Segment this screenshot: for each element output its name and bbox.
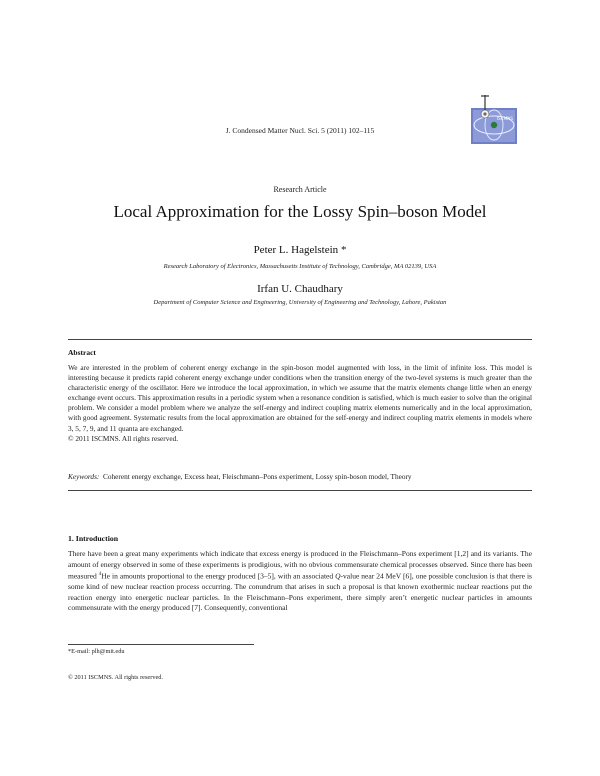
abstract-heading: Abstract bbox=[68, 348, 96, 357]
footnote-rule bbox=[68, 644, 254, 645]
keywords-label: Keywords: bbox=[68, 472, 100, 481]
author-1-affiliation: Research Laboratory of Electronics, Massachusetts Institute of Technology, Cambridge, MA 02139, USA bbox=[163, 263, 437, 270]
intro-text-3: -value near 24 MeV [6], one possible conclusion is that there is some kind of new nuclear reaction process occurring. The conundrum that arises in such a proposal is that known exothermic nuclear reactions put the reaction energy into energetic nuclear particles. In the Fleischmann–Pons experiment, there simply aren’t energetic nuclear particles in amounts commensurate with the energy produced [7]. Consequently, conventional bbox=[68, 571, 532, 613]
abstract-copyright: © 2011 ISCMNS. All rights reserved. bbox=[68, 433, 179, 443]
abstract-bottom-rule bbox=[68, 490, 532, 491]
author-2-name: Irfan U. Chaudhary bbox=[257, 283, 343, 295]
abstract-top-rule bbox=[68, 339, 532, 340]
abstract-text: We are interested in the problem of coherent energy exchange in the spin-boson model augmented with loss, in the limit of infinite loss. This model is interesting because it predicts rapid coherent energy exchange under conditions when the transition energy of the two-level systems is much greater than the characteristic energy of the oscillator. Here we introduce the local approximation, in which we assume that the matrix elements change little when an energy exchange event occurs. This approximation results in a periodic system when a resonance condition is satisfied, which is much easier to solve than the original problem. We consider a model problem where we analyze the self-energy and indirect coupling matrix elements numerically and in the local approximation, with good agreement. Systematic results from the local approximation are obtained for the self-energy and indirect coupling matrix elements in models where 3, 5, 7, 9, and 11 quanta are exchanged. bbox=[68, 363, 532, 433]
q-value-symbol: Q bbox=[335, 571, 341, 581]
author-1-name: Peter L. Hagelstein bbox=[253, 244, 341, 256]
section-heading-introduction: 1. Introduction bbox=[68, 534, 119, 543]
footer-copyright: © 2011 ISCMNS. All rights reserved. bbox=[68, 674, 163, 681]
intro-text-1: There have been a great many experiments which indicate that excess energy is produced in the Fleischmann–Pons experiment [1,2] and its variants. The amount of energy observed in some of these experiments is prodigious, with no obvious commensurate chemical processes observed. Since there has been measured bbox=[68, 549, 532, 581]
footnote-email: *E-mail: plh@mit.edu bbox=[68, 648, 125, 655]
author-1 bbox=[0, 244, 600, 256]
abstract-body bbox=[68, 363, 532, 444]
paper-title: Local Approximation for the Lossy Spin–boson Model bbox=[113, 202, 487, 221]
intro-text-2: He in amounts proportional to the energy produced [3–5], with an associated bbox=[101, 571, 336, 581]
article-type: Research Article bbox=[273, 185, 327, 194]
journal-reference: J. Condensed Matter Nucl. Sci. 5 (2011) 102–115 bbox=[225, 126, 375, 135]
he4-superscript: 4 bbox=[98, 572, 102, 578]
logo-text: ISCMNS bbox=[496, 116, 514, 121]
author-2-affiliation: Department of Computer Science and Engineering, University of Engineering and Technology, Lahore, Pakistan bbox=[153, 299, 447, 306]
keywords bbox=[68, 472, 532, 481]
corresponding-author-mark: * bbox=[340, 244, 347, 256]
keywords-text: Coherent energy exchange, Excess heat, Fleischmann–Pons experiment, Lossy spin-boson model, Theory bbox=[103, 472, 412, 481]
journal-logo-icon bbox=[465, 92, 523, 150]
introduction-paragraph bbox=[68, 549, 532, 614]
